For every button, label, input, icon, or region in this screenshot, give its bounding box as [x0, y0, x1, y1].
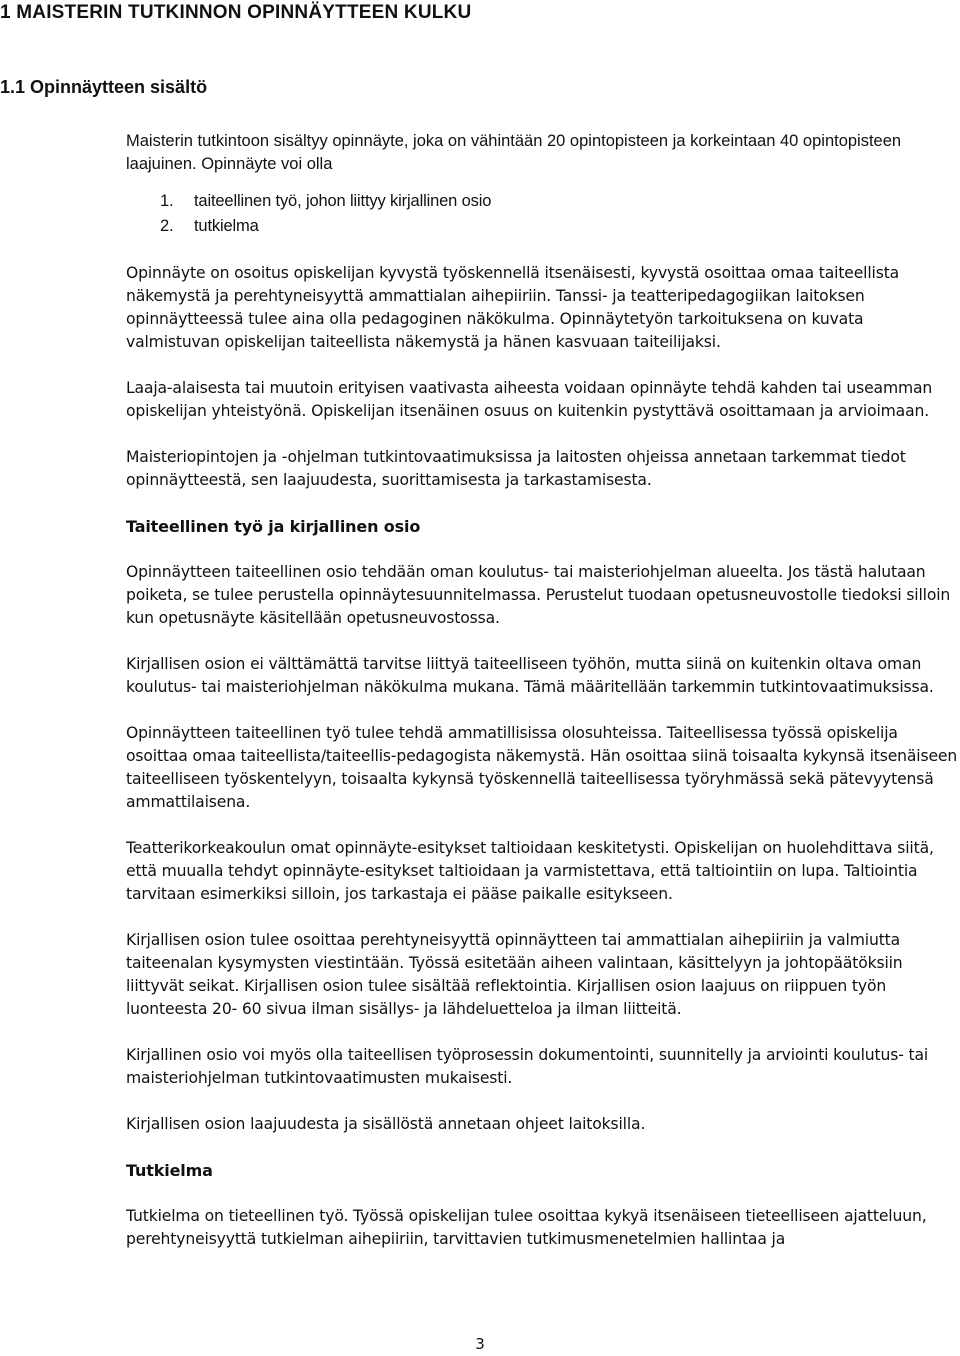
main-content — [126, 130, 960, 1251]
list-item-number: 1. — [160, 192, 174, 210]
list-item — [126, 189, 960, 214]
thesis-type-list — [126, 189, 960, 239]
page-number: 3 — [475, 1335, 485, 1353]
chapter-heading: 1 MAISTERIN TUTKINNON OPINNÄYTTEEN KULKU — [0, 2, 472, 23]
paragraph: Opinnäytteen taiteellinen työ tulee tehdä ammatillisissa olosuhteissa. Taiteellisessa työssä opiskelija osoittaa omaa taiteellista/taiteellis-pedagogista näkemystä. Hän osoittaa siinä toisaalta kykynsä itsenäiseen taiteelliseen työskentelyyn, toisaalta kykynsä työskennellä taiteellisessa työryhmässä sekä pätevyytensä ammattilaisena. — [126, 724, 958, 811]
paragraph: Kirjallisen osion ei välttämättä tarvitse liittyä taiteelliseen työhön, mutta siinä on kuitenkin oltava oman koulutus- tai maisteriohjelman näkökulma mukana. Tämä määritellään tarkemmin tutkintovaatimuksissa. — [126, 655, 934, 696]
section-heading: 1.1 Opinnäytteen sisältö — [0, 77, 208, 97]
paragraph: Teatterikorkeakoulun omat opinnäyte-esitykset taltioidaan keskitetysti. Opiskelijan on huolehdittava siitä, että muualla tehdyt opinnäyte-esitykset taltioidaan ja varmistettava, että taltiointiin on lupa. Taltiointia tarvitaan esimerkiksi silloin, jos tarkastaja ei pääse paikalle esitykseen. — [126, 839, 934, 903]
paragraph: Tutkielma on tieteellinen työ. Työssä opiskelijan tulee osoittaa kykyä itsenäiseen tieteelliseen ajatteluun, perehtyneisyyttä tutkielman aihepiiriin, tarvittavien tutkimusmenetelmien hallintaa ja — [126, 1207, 927, 1248]
list-item-number: 2. — [160, 217, 174, 235]
list-item-text: taiteellinen työ, johon liittyy kirjallinen osio — [194, 192, 492, 210]
paragraph: Maisteriopintojen ja -ohjelman tutkintovaatimuksissa ja laitosten ohjeissa annetaan tarkemmat tiedot opinnäytteestä, sen laajuudesta, suorittamisesta ja tarkastamisesta. — [126, 448, 906, 489]
paragraph: Laaja-alaisesta tai muutoin erityisen vaativasta aiheesta voidaan opinnäyte tehdä kahden tai useamman opiskelijan yhteistyönä. Opiskelijan itsenäinen osuus on kuitenkin pystyttävä osoittamaan ja arvioimaan. — [126, 379, 933, 420]
intro-paragraph: Maisterin tutkintoon sisältyy opinnäyte, joka on vähintään 20 opintopisteen ja korkeintaan 40 opintopisteen laajuinen. Opinnäyte voi olla — [126, 132, 902, 173]
art-section-title: Taiteellinen työ ja kirjallinen osio — [126, 517, 421, 536]
paragraph: Opinnäytteen taiteellinen osio tehdään oman koulutus- tai maisteriohjelman alueelta. Jos tästä halutaan poiketa, se tulee perustella opinnäytesuunnitelmassa. Perustelut tuodaan opetusneuvostolle tiedoksi silloin kun opetusnäyte käsitellään opetusneuvostossa. — [126, 563, 951, 627]
thesis-section-title: Tutkielma — [126, 1161, 213, 1180]
list-item — [126, 214, 960, 239]
paragraph: Kirjallinen osio voi myös olla taiteellisen työprosessin dokumentointi, suunnitelly ja arviointi koulutus- tai maisteriohjelman tutkintovaatimusten mukaisesti. — [126, 1046, 929, 1087]
paragraph: Kirjallisen osion tulee osoittaa perehtyneisyyttä opinnäytteen tai ammattialan aihepiiriin ja valmiutta taiteenalan kysymysten viestintään. Työssä esitetään aiheen valintaan, käsittelyyn ja johtopäätöksiin liittyvät seikat. Kirjallisen osion tulee sisältää reflektointia. Kirjallisen osion laajuus on riippuen työn luonteesta 20- 60 sivua ilman sisällys- ja lähdeluetteloa ja ilman liitteitä. — [126, 931, 903, 1018]
list-item-text: tutkielma — [194, 217, 259, 235]
paragraph: Kirjallisen osion laajuudesta ja sisällöstä annetaan ohjeet laitoksilla. — [126, 1115, 646, 1133]
paragraph: Opinnäyte on osoitus opiskelijan kyvystä työskennellä itsenäisesti, kyvystä osoittaa omaa taiteellista näkemystä ja perehtyneisyyttä ammattialan aihepiiriin. Tanssi- ja teatteripedagogiikan laitoksen opinnäytteessä tulee aina olla pedagoginen näkökulma. Opinnäytetyön tarkoituksena on kuvata valmistuvan opiskelijan taiteellista näkemystä ja hänen kasvuaan taiteilijaksi. — [126, 264, 900, 351]
